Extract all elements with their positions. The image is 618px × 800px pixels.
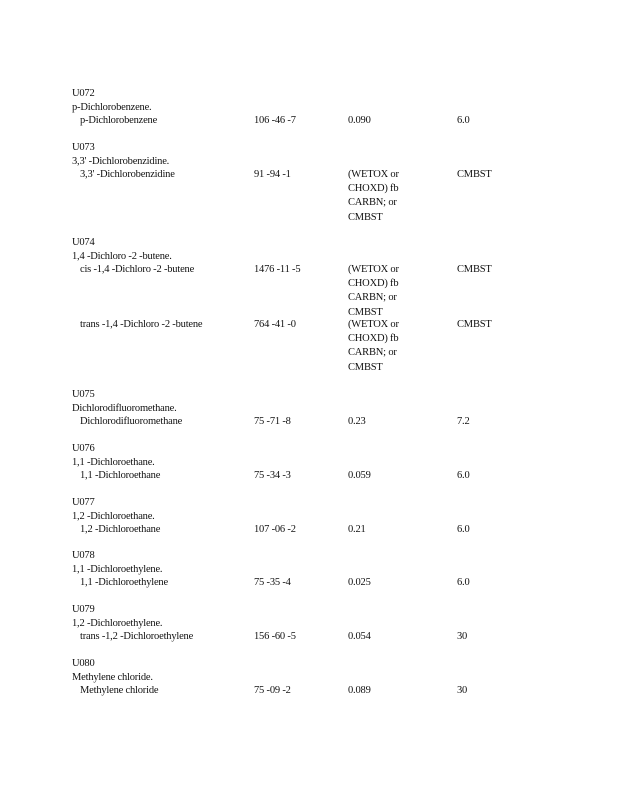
waste-code: U079 <box>72 604 95 615</box>
nonwastewater-standard: CMBST <box>457 319 492 330</box>
constituent-name: 1,1 -Dichloroethylene <box>80 577 168 588</box>
nonwastewater-standard: 30 <box>457 685 468 696</box>
waste-entry <box>72 603 592 644</box>
wastewater-standard: 0.090 <box>348 115 371 126</box>
nonwastewater-standard: CMBST <box>457 264 492 275</box>
constituent-name: 1,1 -Dichloroethane <box>80 470 161 481</box>
constituent-name: Dichlorodifluoromethane <box>80 416 183 427</box>
constituent-row <box>72 263 592 318</box>
wastewater-standard: (WETOX or CHOXD) fb CARBN; or CMBST <box>348 264 399 318</box>
cas-number: 75 -34 -3 <box>254 470 291 481</box>
constituent-name: trans -1,2 -Dichloroethylene <box>80 631 194 642</box>
waste-entry <box>72 87 592 128</box>
nonwastewater-standard: 6.0 <box>457 115 470 126</box>
cas-number: 764 -41 -0 <box>254 319 296 330</box>
waste-title: 1,1 -Dichloroethane. <box>72 456 155 468</box>
waste-entry <box>72 496 592 537</box>
cas-number: 75 -35 -4 <box>254 577 291 588</box>
waste-entry <box>72 442 592 483</box>
waste-title: 1,2 -Dichloroethane. <box>72 510 155 522</box>
constituent-row <box>72 168 592 225</box>
constituent-row <box>72 523 592 537</box>
waste-title: 1,4 -Dichloro -2 -butene. <box>72 250 172 262</box>
nonwastewater-standard: 30 <box>457 631 468 642</box>
cas-number: 75 -71 -8 <box>254 416 291 427</box>
constituent-row <box>72 415 592 429</box>
constituent-row <box>72 469 592 483</box>
constituent-row <box>72 114 592 128</box>
wastewater-standard: 0.089 <box>348 685 371 696</box>
wastewater-standard: (WETOX or CHOXD) fb CARBN; or CMBST <box>348 169 399 223</box>
constituent-name: p-Dichlorobenzene <box>80 115 158 126</box>
waste-title: p-Dichlorobenzene. <box>72 101 152 113</box>
waste-entry <box>72 141 592 225</box>
constituent-row <box>72 576 592 590</box>
waste-code: U078 <box>72 550 95 561</box>
waste-title: Methylene chloride. <box>72 671 153 683</box>
waste-title: 1,2 -Dichloroethylene. <box>72 617 163 629</box>
wastewater-standard: 0.025 <box>348 577 371 588</box>
constituent-name: trans -1,4 -Dichloro -2 -butene <box>80 319 203 330</box>
constituent-row <box>72 318 592 375</box>
waste-entry <box>72 388 592 429</box>
waste-title: 1,1 -Dichloroethylene. <box>72 563 163 575</box>
nonwastewater-standard: CMBST <box>457 169 492 180</box>
constituent-name: cis -1,4 -Dichloro -2 -butene <box>80 264 195 275</box>
waste-entry <box>72 657 592 698</box>
constituent-name: Methylene chloride <box>80 685 159 696</box>
constituent-name: 1,2 -Dichloroethane <box>80 524 161 535</box>
nonwastewater-standard: 6.0 <box>457 524 470 535</box>
cas-number: 106 -46 -7 <box>254 115 296 126</box>
wastewater-standard: 0.059 <box>348 470 371 481</box>
wastewater-standard: 0.054 <box>348 631 371 642</box>
waste-title: Dichlorodifluoromethane. <box>72 402 177 414</box>
nonwastewater-standard: 6.0 <box>457 470 470 481</box>
nonwastewater-standard: 7.2 <box>457 416 470 427</box>
wastewater-standard: (WETOX or CHOXD) fb CARBN; or CMBST <box>348 319 399 373</box>
waste-code: U073 <box>72 142 95 153</box>
waste-entry <box>72 549 592 590</box>
waste-code: U076 <box>72 443 95 454</box>
waste-code: U074 <box>72 237 95 248</box>
constituent-name: 3,3' -Dichlorobenzidine <box>80 169 175 180</box>
cas-number: 107 -06 -2 <box>254 524 296 535</box>
waste-code: U072 <box>72 88 95 99</box>
nonwastewater-standard: 6.0 <box>457 577 470 588</box>
cas-number: 91 -94 -1 <box>254 169 291 180</box>
waste-title: 3,3' -Dichlorobenzidine. <box>72 155 170 167</box>
waste-code: U080 <box>72 658 95 669</box>
constituent-row <box>72 630 592 644</box>
cas-number: 1476 -11 -5 <box>254 264 301 275</box>
wastewater-standard: 0.23 <box>348 416 366 427</box>
wastewater-standard: 0.21 <box>348 524 366 535</box>
cas-number: 75 -09 -2 <box>254 685 291 696</box>
waste-code: U077 <box>72 497 95 508</box>
cas-number: 156 -60 -5 <box>254 631 296 642</box>
constituent-row <box>72 684 592 698</box>
waste-code: U075 <box>72 389 95 400</box>
waste-entry <box>72 236 592 375</box>
